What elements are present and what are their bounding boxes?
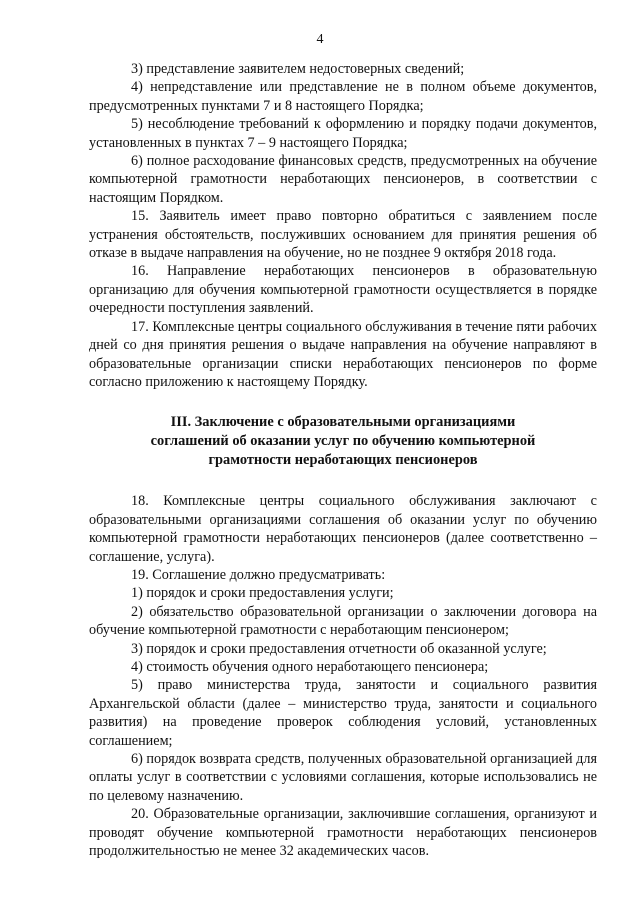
paragraph: 1) порядок и сроки предоставления услуги; — [131, 585, 394, 602]
paragraph: 15. Заявитель имеет право повторно обратиться с заявлением после устранения обстоятельств, послуживших основанием для принятия решения об отказе в выдаче направления на обучение, но не позднее 9 октября 2018 года. — [89, 208, 597, 262]
document-body — [89, 60, 597, 860]
paragraph: 18. Комплексные центры социального обслуживания заключают с образовательными организациями соглашения об оказании услуг по обучению компьютерной грамотности неработающих пенсионеров (далее соответственно – соглашение, услуга). — [89, 493, 597, 565]
paragraph: 3) представление заявителем недостоверных сведений; — [131, 61, 465, 77]
paragraph: 6) порядок возврата средств, полученных образовательной организацией для оплаты услуг в соответствии с условиями соглашения, которые использовались не по целевому назначению. — [89, 751, 597, 804]
section-heading — [89, 413, 597, 470]
paragraph: 4) стоимость обучения одного неработающего пенсионера; — [131, 658, 489, 675]
section-heading-line: грамотности неработающих пенсионеров — [208, 452, 478, 469]
paragraph: 5) несоблюдение требований к оформлению и порядку подачи документов, установленных в пунктах 7 – 9 настоящего Порядка; — [89, 116, 597, 151]
paragraph: 4) непредставление или представление не в полном объеме документов, предусмотренных пунктами 7 и 8 настоящего Порядка; — [89, 79, 597, 114]
page-number: 4 — [316, 32, 324, 47]
paragraph: 17. Комплексные центры социального обслуживания в течение пяти рабочих дней со дня принятия решения о выдаче направления на обучение направляют в образовательные организации списки неработающих пенсионеров по форме согласно приложению к настоящему Порядку. — [89, 318, 597, 390]
paragraph: 2) обязательство образовательной организации о заключении договора на обучение компьютерной грамотности с неработающим пенсионером; — [89, 603, 597, 639]
section-heading-line: III. Заключение с образовательными организациями — [170, 414, 516, 431]
paragraph: 20. Образовательные организации, заключившие соглашения, организуют и проводят обучение компьютерной грамотности неработающих пенсионеров продолжительностью не менее 32 академических часов. — [89, 806, 597, 860]
paragraph: 6) полное расходование финансовых средств, предусмотренных на обучение компьютерной грамотности неработающих пенсионеров, в соответствии с настоящим Порядком. — [89, 153, 597, 206]
paragraph: 5) право министерства труда, занятости и социального развития Архангельской области (далее – министерство труда, занятости и социального развития) на проведение проверок соблюдения условий, установленных соглашением; — [89, 677, 597, 749]
paragraph: 16. Направление неработающих пенсионеров в образовательную организацию для обучения компьютерной грамотности осуществляется в порядке очередности поступления заявлений. — [89, 263, 597, 317]
paragraph: 19. Соглашение должно предусматривать: — [131, 566, 386, 583]
paragraph: 3) порядок и сроки предоставления отчетности об оказанной услуге; — [131, 640, 547, 657]
section-heading-line: соглашений об оказании услуг по обучению компьютерной — [150, 433, 536, 450]
